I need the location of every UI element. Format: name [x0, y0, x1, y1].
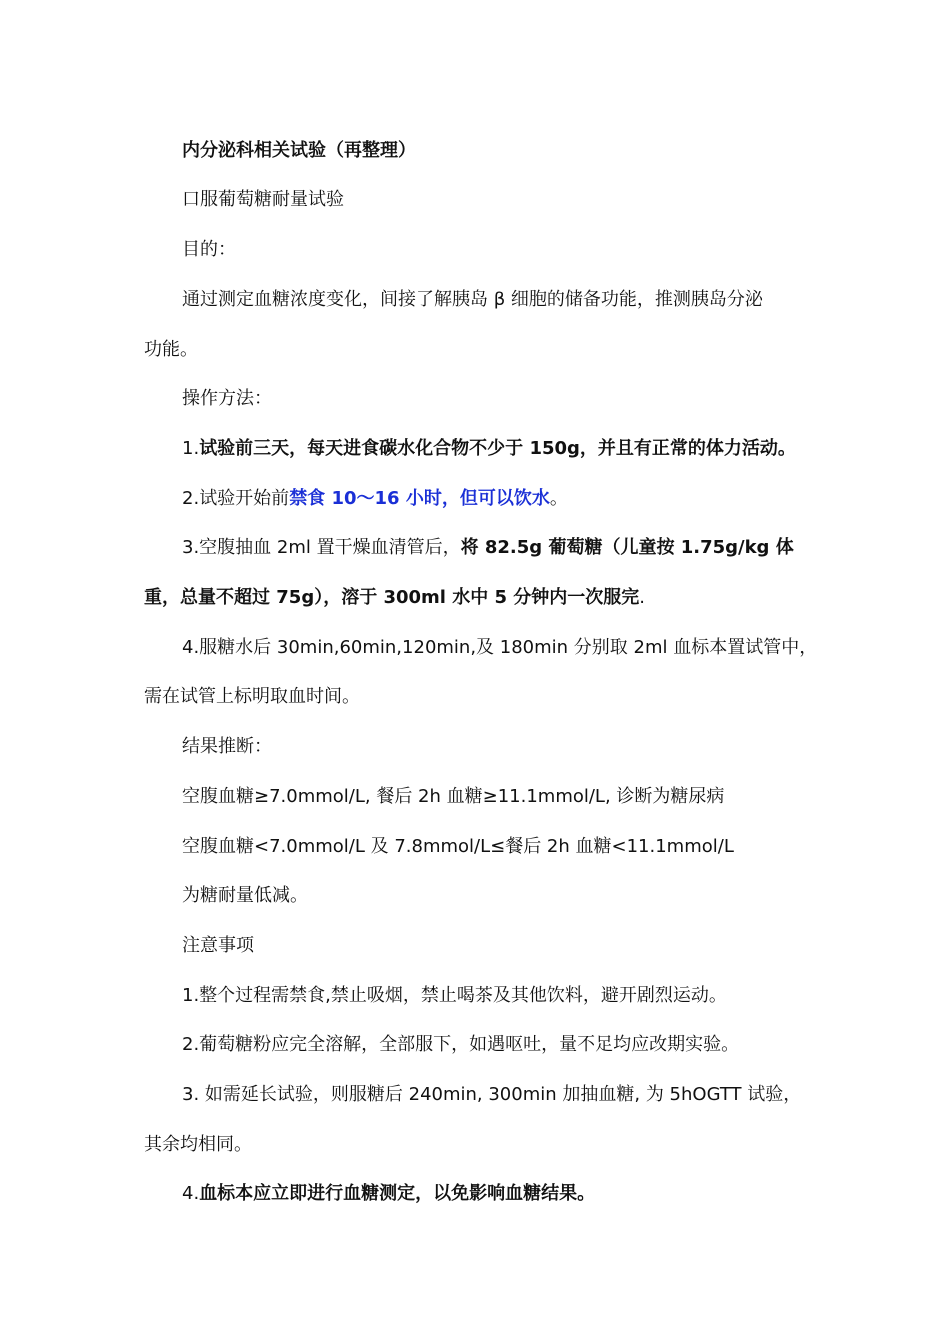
step-3-end: .: [639, 587, 646, 608]
result-heading: 结果推断：: [182, 736, 272, 757]
method-step-3-line1: [182, 535, 794, 561]
method-step-2: [182, 486, 568, 512]
notes-item-2: 2.葡萄糖粉应完全溶解，全部服下，如遇呕吐，量不足均应改期实验。: [182, 1034, 740, 1055]
step-3-bold-text: 将 82.5g 葡萄糖（儿童按 1.75g/kg 体: [460, 537, 794, 558]
notes-item-4-number: 4.: [182, 1183, 200, 1204]
method-heading: 操作方法：: [182, 388, 272, 409]
result-line-1: 空腹血糖≥7.0mmol/L, 餐后 2h 血糖≥11.1mmol/L, 诊断为糖尿病: [182, 786, 725, 807]
step-2-end: 。: [549, 488, 568, 509]
purpose-text-line1: 通过测定血糖浓度变化，间接了解胰岛 β 细胞的储备功能，推测胰岛分泌: [182, 289, 763, 310]
section-title: 口服葡萄糖耐量试验: [182, 189, 344, 210]
method-step-3-line2: [144, 585, 645, 611]
step-2-text: 试验开始前: [199, 488, 290, 509]
purpose-heading: 目的：: [182, 239, 236, 260]
step-2-number: 2.: [182, 488, 200, 509]
notes-item-3-line1: 3. 如需延长试验，则服糖后 240min, 300min 加抽血糖, 为 5hOGTT 试验，: [182, 1084, 802, 1105]
method-step-1: [182, 436, 796, 462]
method-step-4-line2: 需在试管上标明取血时间。: [144, 686, 360, 707]
notes-item-3-line2: 其余均相同。: [144, 1134, 252, 1155]
result-line-2: 空腹血糖<7.0mmol/L 及 7.8mmol/L≤餐后 2h 血糖<11.1mmol/L: [182, 836, 734, 857]
step-3-text: 3.空腹抽血 2ml 置干燥血清管后，: [182, 537, 461, 558]
step-1-text: 试验前三天，每天进食碳水化合物不少于 150g，并且有正常的体力活动。: [199, 438, 796, 459]
step-2-highlight: 禁食 10～16 小时，但可以饮水: [289, 488, 550, 509]
step-1-number: 1.: [182, 438, 200, 459]
document-title: 内分泌科相关试验（再整理）: [182, 140, 416, 161]
method-step-4-line1: 4.服糖水后 30min,60min,120min,及 180min 分别取 2ml 血标本置试管中，: [182, 637, 818, 658]
notes-item-4: [182, 1181, 595, 1207]
purpose-text-line2: 功能。: [144, 339, 198, 360]
notes-heading: 注意事项: [182, 935, 254, 956]
notes-item-4-text: 血标本应立即进行血糖测定，以免影响血糖结果。: [199, 1183, 596, 1204]
result-line-3: 为糖耐量低减。: [182, 885, 308, 906]
notes-item-1: 1.整个过程需禁食,禁止吸烟，禁止喝茶及其他饮料，避开剧烈运动。: [182, 985, 727, 1006]
step-3-bold-cont: 重，总量不超过 75g），溶于 300ml 水中 5 分钟内一次服完: [144, 587, 640, 608]
